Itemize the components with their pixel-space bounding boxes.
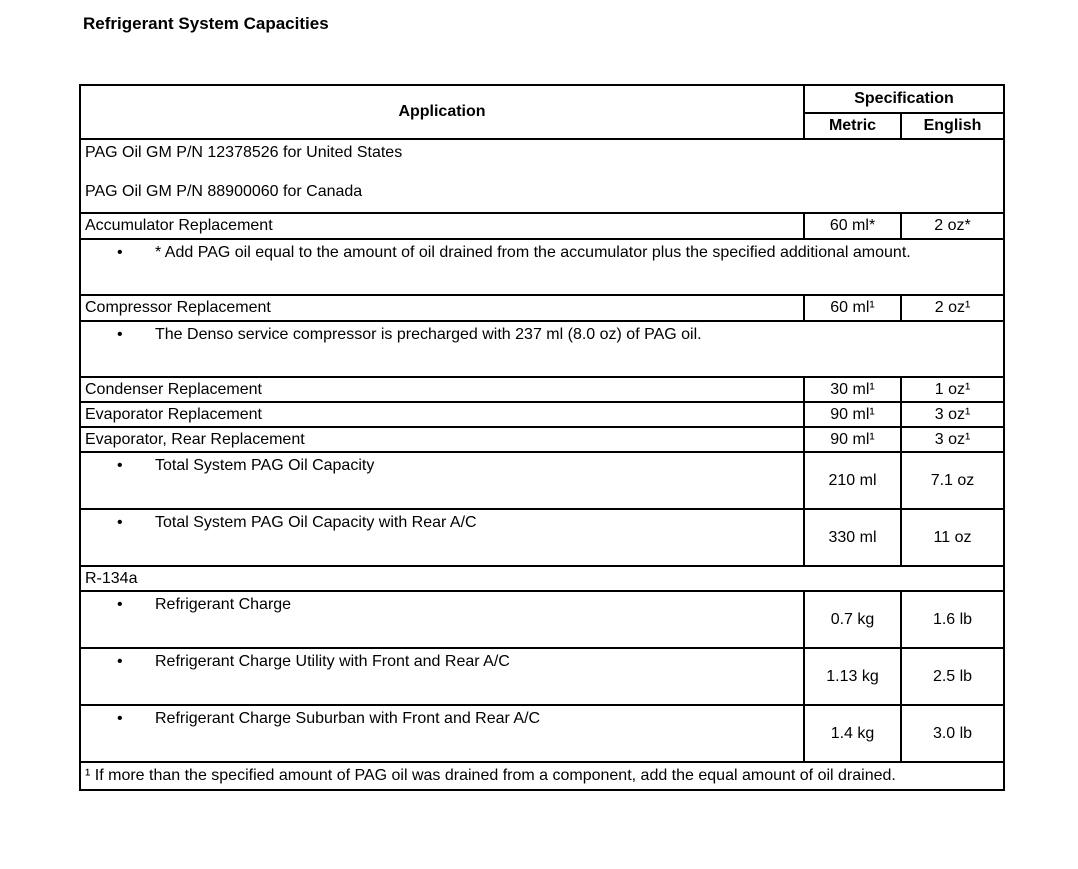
table-row-charge-utility [80, 648, 1004, 705]
header-row-1 [80, 85, 1004, 113]
accumulator-note: * Add PAG oil equal to the amount of oil drained from the accumulator plus the specified additional amount. [155, 244, 911, 261]
bullet-icon: • [117, 710, 123, 727]
table-row-evaporator [80, 402, 1004, 427]
evaporator-rear-metric: 90 ml¹ [804, 427, 901, 452]
accumulator-note-cell [80, 239, 1004, 295]
evaporator-metric: 90 ml¹ [804, 402, 901, 427]
compressor-metric: 60 ml¹ [804, 295, 901, 321]
charge-suburban-label: Refrigerant Charge Suburban with Front and Rear A/C [155, 710, 541, 727]
condenser-metric: 30 ml¹ [804, 377, 901, 402]
compressor-label: Compressor Replacement [80, 295, 804, 321]
charge-suburban-english: 3.0 lb [901, 705, 1004, 762]
bullet-icon: • [117, 244, 123, 261]
bullet-icon: • [117, 596, 123, 613]
application-header: Application [80, 85, 804, 139]
total-english: 7.1 oz [901, 452, 1004, 509]
table-row-footnote [80, 762, 1004, 790]
table-row-pag-oil [80, 139, 1004, 213]
charge-suburban-label-cell [80, 705, 804, 762]
r134a-label: R-134a [80, 566, 1004, 591]
bullet-icon: • [117, 514, 123, 531]
table-row-evaporator-rear [80, 427, 1004, 452]
total-rear-metric: 330 ml [804, 509, 901, 566]
evaporator-rear-label: Evaporator, Rear Replacement [80, 427, 804, 452]
table-row-accumulator [80, 213, 1004, 239]
page-title: Refrigerant System Capacities [83, 14, 329, 33]
charge-utility-label: Refrigerant Charge Utility with Front and Rear A/C [155, 653, 510, 670]
total-rear-label-cell [80, 509, 804, 566]
table-row-condenser [80, 377, 1004, 402]
specification-header: Specification [804, 85, 1004, 113]
english-header: English [901, 113, 1004, 139]
total-rear-english: 11 oz [901, 509, 1004, 566]
charge-metric: 0.7 kg [804, 591, 901, 648]
evaporator-rear-english: 3 oz¹ [901, 427, 1004, 452]
total-rear-label: Total System PAG Oil Capacity with Rear A/C [155, 514, 477, 531]
total-label-cell [80, 452, 804, 509]
bullet-icon: • [117, 326, 123, 343]
footnote: ¹ If more than the specified amount of PAG oil was drained from a component, add the equal amount of oil drained. [80, 762, 1004, 790]
evaporator-label: Evaporator Replacement [80, 402, 804, 427]
accumulator-label: Accumulator Replacement [80, 213, 804, 239]
accumulator-metric: 60 ml* [804, 213, 901, 239]
metric-header: Metric [804, 113, 901, 139]
bullet-icon: • [117, 653, 123, 670]
charge-utility-metric: 1.13 kg [804, 648, 901, 705]
compressor-note-cell [80, 321, 1004, 377]
evaporator-english: 3 oz¹ [901, 402, 1004, 427]
charge-english: 1.6 lb [901, 591, 1004, 648]
pag-oil-us: PAG Oil GM P/N 12378526 for United States [85, 144, 403, 161]
table-row-charge-suburban [80, 705, 1004, 762]
condenser-english: 1 oz¹ [901, 377, 1004, 402]
total-metric: 210 ml [804, 452, 901, 509]
table-row-compressor-note [80, 321, 1004, 377]
charge-utility-label-cell [80, 648, 804, 705]
compressor-english: 2 oz¹ [901, 295, 1004, 321]
table-row-total-rear [80, 509, 1004, 566]
total-label: Total System PAG Oil Capacity [155, 457, 375, 474]
pag-oil-cell [80, 139, 1004, 213]
table-row-compressor [80, 295, 1004, 321]
table-row-r134a [80, 566, 1004, 591]
refrigerant-capacities-table [79, 84, 1005, 791]
table-row-accumulator-note [80, 239, 1004, 295]
table-row-charge [80, 591, 1004, 648]
charge-label: Refrigerant Charge [155, 596, 292, 613]
charge-label-cell [80, 591, 804, 648]
compressor-note: The Denso service compressor is precharged with 237 ml (8.0 oz) of PAG oil. [155, 326, 702, 343]
pag-oil-canada: PAG Oil GM P/N 88900060 for Canada [85, 183, 363, 200]
condenser-label: Condenser Replacement [80, 377, 804, 402]
charge-suburban-metric: 1.4 kg [804, 705, 901, 762]
charge-utility-english: 2.5 lb [901, 648, 1004, 705]
table-row-total [80, 452, 1004, 509]
accumulator-english: 2 oz* [901, 213, 1004, 239]
bullet-icon: • [117, 457, 123, 474]
